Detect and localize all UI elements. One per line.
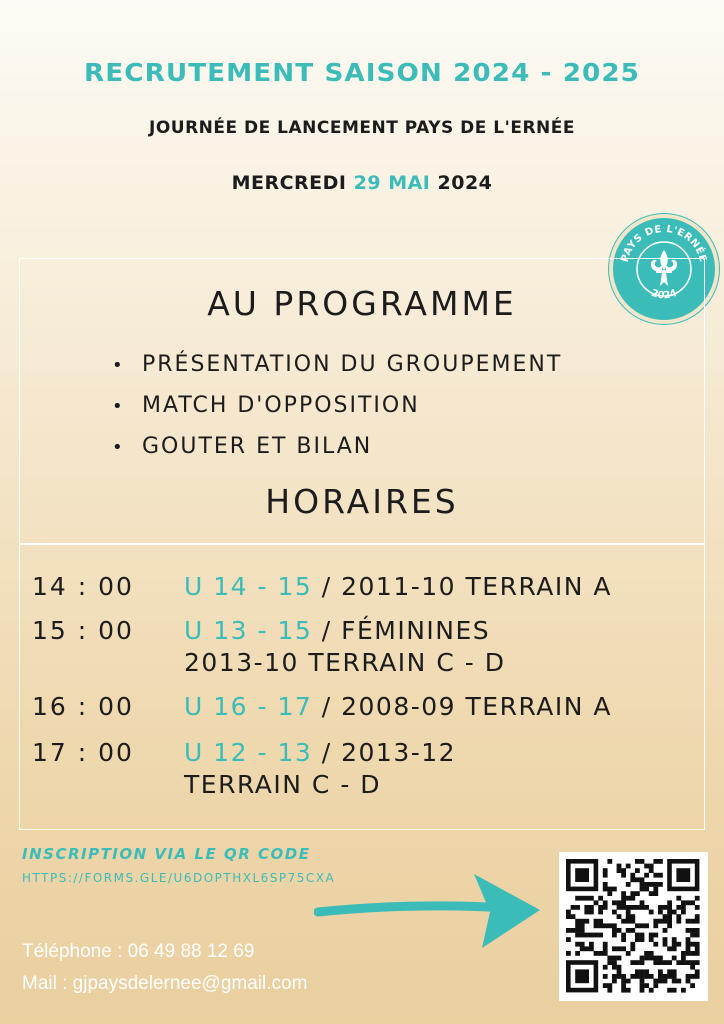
schedule-title: HORAIRES	[265, 482, 459, 521]
qr-code-art	[559, 852, 708, 1001]
schedule-detail: / 2011-10 TERRAIN A	[312, 572, 613, 601]
schedule-detail: / FÉMININES	[312, 616, 491, 645]
list-item: • PRÉSENTATION DU GROUPEMENT	[112, 344, 562, 385]
schedule-detail: / 2013-12	[312, 738, 457, 767]
bullet-icon: •	[112, 355, 125, 376]
schedule-description	[184, 570, 612, 604]
schedule-time: 17 : 00	[32, 738, 134, 767]
registration-label: INSCRIPTION VIA LE QR CODE	[22, 845, 311, 863]
event-date	[0, 172, 724, 194]
schedule-detail: / 2008-09 TERRAIN A	[312, 692, 613, 721]
page-title: RECRUTEMENT SAISON 2024 - 2025	[84, 58, 640, 87]
event-subtitle: JOURNÉE DE LANCEMENT PAYS DE L'ERNÉE	[149, 118, 575, 138]
schedule-detail-line2: 2013-10 TERRAIN C - D	[184, 648, 506, 677]
schedule-description	[184, 690, 612, 724]
date-year: 2024	[437, 172, 493, 194]
arrow-right-icon	[314, 868, 544, 952]
schedule-category: U 16 - 17	[184, 692, 313, 721]
schedule-category: U 14 - 15	[184, 572, 313, 601]
list-item: • MATCH D'OPPOSITION	[112, 385, 562, 426]
program-title: AU PROGRAMME	[207, 284, 517, 323]
list-item: • GOUTER ET BILAN	[112, 426, 562, 467]
bullet-icon: •	[112, 437, 125, 458]
bullet-icon: •	[112, 396, 125, 417]
registration-link[interactable]: HTTPS://FORMS.GLE/U6DOPTHXL6SP75CXA	[22, 871, 336, 885]
schedule-description	[184, 614, 490, 648]
schedule-category: U 12 - 13	[184, 738, 313, 767]
contact-mail[interactable]: Mail : gjpaysdelernee@gmail.com	[22, 973, 308, 994]
date-day-month: 29 MAI	[353, 172, 431, 194]
badge-top-text: PAYS DE L'ERNÉE	[619, 223, 709, 264]
date-weekday: MERCREDI	[231, 172, 347, 194]
schedule-time: 15 : 00	[32, 616, 134, 645]
contact-phone: Téléphone : 06 49 88 12 69	[22, 941, 255, 962]
program-list	[112, 344, 562, 467]
qr-code-icon[interactable]	[559, 852, 708, 1001]
schedule-time: 14 : 00	[32, 572, 134, 601]
badge-bottom-text: 2024	[649, 287, 679, 302]
schedule-detail-line2: TERRAIN C - D	[184, 770, 382, 799]
schedule-category: U 13 - 15	[184, 616, 313, 645]
schedule-time: 16 : 00	[32, 692, 134, 721]
schedule-description	[184, 736, 456, 770]
